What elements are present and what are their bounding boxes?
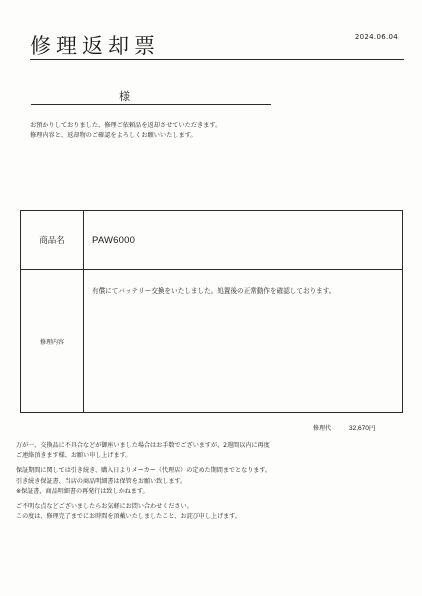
- note-line: ご連絡頂きます様、お願い申し上げます。: [16, 452, 132, 460]
- page-title: 修理返却票: [30, 34, 160, 58]
- note-line: 引き続き保証書、当店の商品明細書は保管をお願い致します。: [16, 477, 187, 485]
- issue-date: 2024.06.04: [354, 33, 398, 41]
- note-line: この度は、修理完了までにお時間を頂戴いたしましたこと、お詫び申し上げます。: [16, 513, 241, 521]
- product-name-value: PAW6000: [92, 234, 136, 246]
- title-divider: [30, 59, 404, 60]
- product-name-label: 商品名: [39, 236, 65, 246]
- note-line: ご不明な点などございましたらお気軽にお問い合わせください。: [16, 503, 193, 511]
- intro-line: お預かりしておりました、修理ご依頼品を返却させていただきます。: [30, 122, 222, 129]
- honorific-suffix: 様: [119, 90, 130, 103]
- note-line: ※保証書、商品明細書の再発行は致しかねます。: [16, 487, 149, 495]
- note-line: 保証期間に関しては引き続き、購入日よりメーカー（代理店）の定めた期間までとなります。: [16, 467, 272, 475]
- repair-detail-label: 修理内容: [39, 338, 64, 346]
- repair-details-table: [20, 210, 403, 413]
- note-line: 万が一、交換品に不具合などが御座いました場合はお手数でございますが、2週間以内に再度: [16, 442, 270, 449]
- repair-detail-value: 有償にてバッテリー交換をいたしました。処置後の正常動作を確認しております。: [92, 287, 336, 295]
- column-divider: [83, 211, 84, 412]
- intro-line: 修理内容と、返却物のご確認をよろしくお願いいたします。: [30, 132, 197, 139]
- customer-name-field: [31, 88, 271, 105]
- repair-fee-label: 修理代: [313, 425, 332, 432]
- repair-fee-value: 32,670円: [349, 425, 376, 432]
- notes-section: [16, 441, 271, 522]
- intro-text: [30, 121, 221, 141]
